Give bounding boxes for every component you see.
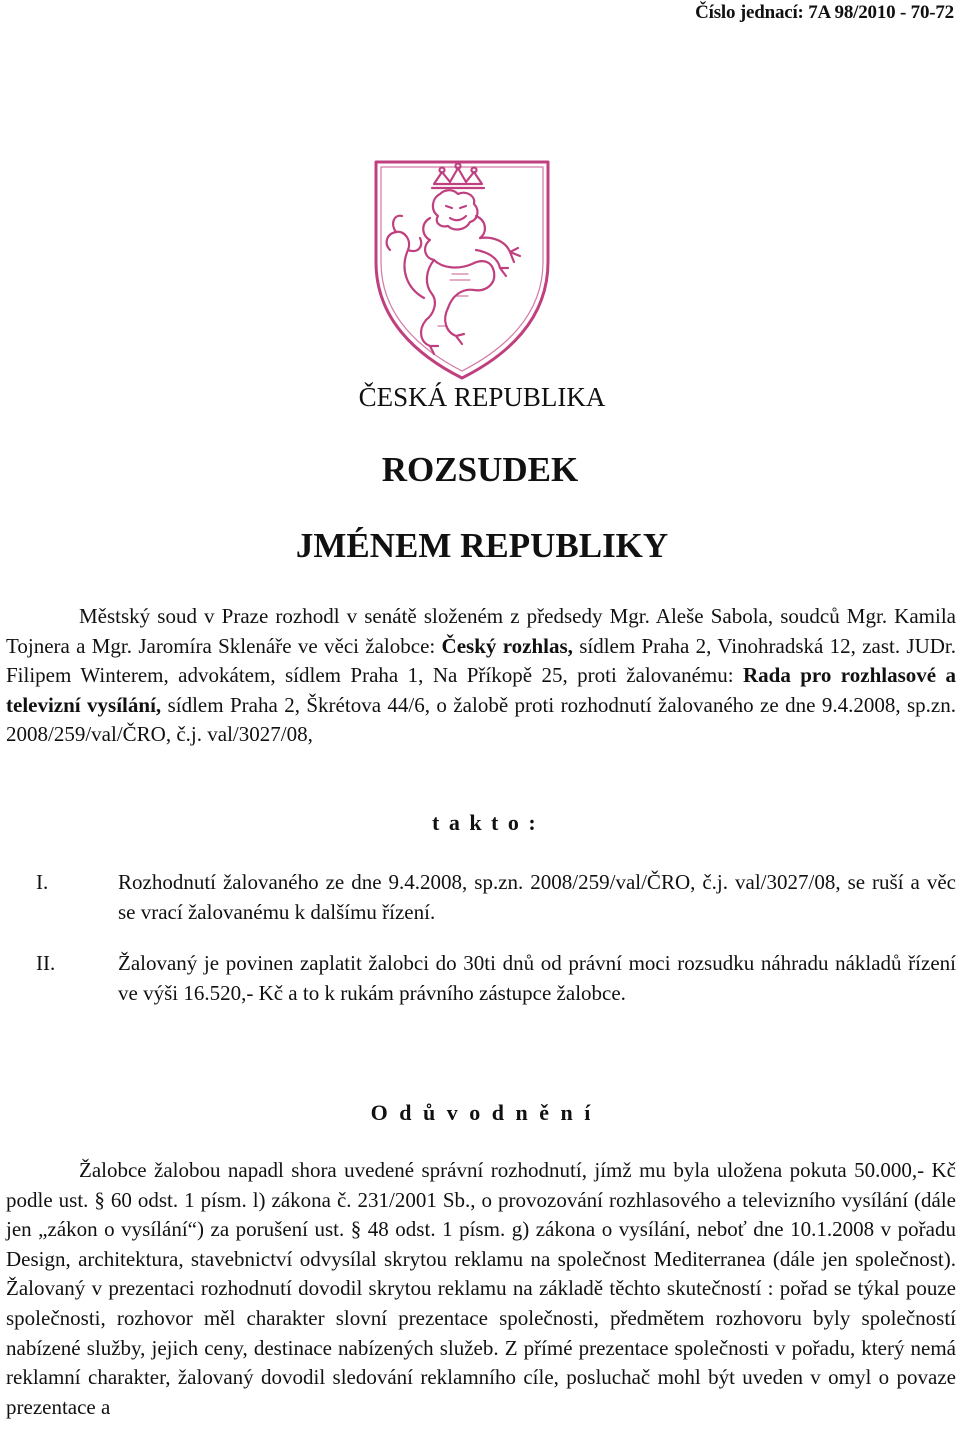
point-text: Rozhodnutí žalovaného ze dne 9.4.2008, sp.zn. 2008/259/val/ČRO, č.j. val/3027/08, se ruší a věc se vrací žalovanému k dalšímu řízení. xyxy=(118,870,956,924)
point-number: I. xyxy=(36,870,49,894)
verdict-points xyxy=(36,868,956,1030)
document-title: ROZSUDEK xyxy=(381,450,579,489)
point-number: II. xyxy=(36,951,56,975)
country-name: ČESKÁ REPUBLIKA xyxy=(358,382,606,412)
coat-of-arms-icon xyxy=(372,158,552,382)
intro-text-2: sídlem Praha 2, Vinohradská 12, zast. JUDr. Filipem Winterem, advokátem, sídlem Praha 1, Na Příkopě 25, proti žalovanému: xyxy=(6,633,956,687)
intro-paragraph xyxy=(6,602,956,750)
intro-text-1: Městský soud v Praze rozhodl v senátě složeném z předsedy Mgr. Aleše Sabola, soudců Mgr. Kamila Tojnera a Mgr. Jaromíra Sklenáře ve věci žalobce: xyxy=(6,604,956,658)
verdict-point xyxy=(36,949,956,1008)
reasoning-heading: O d ů v o d n ě n í xyxy=(370,1100,594,1125)
verdict-label: t a k t o : xyxy=(432,810,538,835)
point-text: Žalovaný je povinen zaplatit žalobci do 30ti dnů od právní moci rozsudku náhradu nákladů řízení ve výši 16.520,- Kč a to k rukám právního zástupce žalobce. xyxy=(118,951,956,1005)
reasoning-paragraph: Žalobce žalobou napadl shora uvedené správní rozhodnutí, jímž mu byla uložena pokuta 50.000,- Kč podle ust. § 60 odst. 1 písm. l) zákona č. 231/2001 Sb., o provozování rozhlasového a televizního vysílání (dále jen „zákon o vysílání“) za porušení ust. § 48 odst. 1 písm. g) zákona o vysílání, neboť dne 10.1.2008 v pořadu Design, architektura, stavebnictví odvysílal skrytou reklamu na společnost Mediterranea (dále jen společnost). Žalovaný v prezentaci rozhodnutí dovodil skrytou reklamu na základě těchto skutečností : pořad se týkal pouze společnosti, rozhovor měl charakter slovní prezentace společnosti, předmětem rozhovoru byly společností nabízené služby, jejich ceny, destinace nabízených služeb. Z přímé prezentace společnosti v pořadu, který nemá reklamní charakter, žalovaný dovodil sledování reklamního cíle, posluchač mohl být uveden v omyl o povaze prezentace a xyxy=(6,1158,956,1419)
verdict-point xyxy=(36,868,956,927)
document-subtitle: JMÉNEM REPUBLIKY xyxy=(295,526,669,565)
plaintiff-name: Český rozhlas, xyxy=(441,633,573,658)
intro-text-3: sídlem Praha 2, Škrétova 44/6, o žalobě proti rozhodnutí žalovaného ze dne 9.4.2008, sp.zn. 2008/259/val/ČRO, č.j. val/3027/08, xyxy=(6,692,956,746)
case-number: Číslo jednací: 7A 98/2010 - 70-72 xyxy=(695,2,954,23)
defendant-name: Rada pro rozhlasové a televizní vysílání, xyxy=(6,663,957,717)
